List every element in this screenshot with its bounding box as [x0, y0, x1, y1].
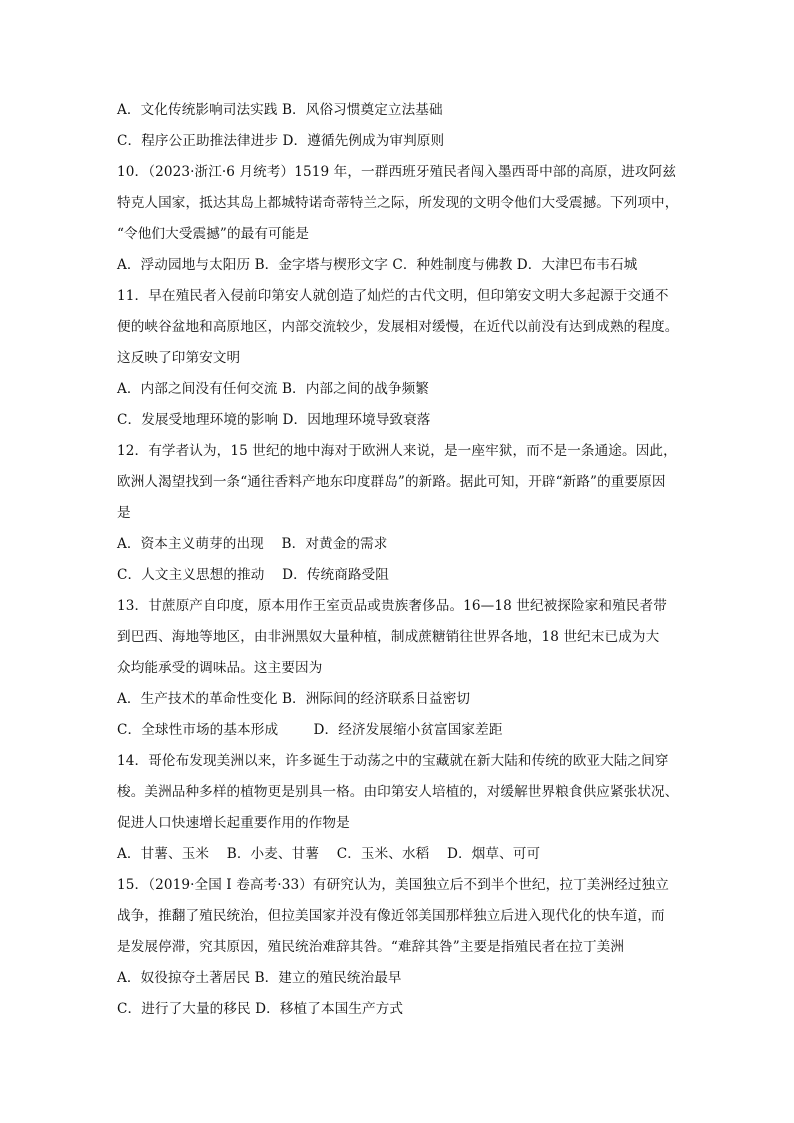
- q10-stem-line-2: 特克人国家，抵达其岛上都城特诺奇蒂特兰之际，所发现的文明令他们大受震撼。下列项中，: [117, 195, 679, 211]
- q10-stem-line-1: 10．（2023·浙江·6 月统考）1519 年，一群西班牙殖民者闯入墨西哥中部的高原，进攻阿兹: [117, 164, 677, 180]
- q14-stem-line-2: 梭。美洲品种多样的植物更是别具一格。由印第安人培植的，对缓解世界粮食供应紧张状况、: [117, 784, 679, 800]
- q15-options-line-2: C．进行了大量的移民 D．移植了本国生产方式: [117, 1001, 404, 1017]
- q13-stem-line-3: 众均能承受的调味品。这主要因为: [117, 660, 323, 676]
- q15-stem-line-1: 15．（2019·全国 I 卷高考·33）有研究认为，美国独立后不到半个世纪，拉丁美洲经过独立: [117, 877, 669, 893]
- q14-stem-line-3: 促进人口快速增长起重要作用的作物是: [117, 815, 350, 831]
- q11-options-line-2: C．发展受地理环境的影响 D．因地理环境导致衰落: [117, 412, 431, 428]
- q12-options-line-2: C．人文主义思想的推动 D．传统商路受阻: [117, 567, 389, 583]
- q11-stem-line-2: 便的峡谷盆地和高原地区，内部交流较少，发展相对缓慢，在近代以前没有达到成熟的程度。: [117, 319, 679, 335]
- q13-options-line-2: C．全球性市场的基本形成 D．经济发展缩小贫富国家差距: [117, 722, 503, 738]
- q15-stem-line-3: 是发展停滞，究其原因，殖民统治难辞其咎。“难辞其咎”主要是指殖民者在拉丁美洲: [117, 939, 625, 955]
- exam-page: [117, 100, 683, 1020]
- q12-stem-line-3: 是: [117, 505, 131, 521]
- q13-stem-line-2: 到巴西、海地等地区，由非洲黑奴大量种植，制成蔗糖销往世界各地，18 世纪末已成为大: [117, 629, 660, 645]
- q11-stem-line-3: 这反映了印第安文明: [117, 350, 241, 366]
- q14-options-line-1: A．甘薯、玉米 B．小麦、甘薯 C．玉米、水稻 D．烟草、可可: [117, 846, 541, 862]
- q15-options-line-1: A．奴役掠夺土著居民 B．建立的殖民统治最早: [117, 970, 402, 986]
- q15-stem-line-2: 战争，推翻了殖民统治，但拉美国家并没有像近邻美国那样独立后进入现代化的快车道，而: [117, 908, 665, 924]
- q9-options-line-2: C．程序公正助推法律进步 D．遵循先例成为审判原则: [117, 133, 445, 149]
- q10-stem-line-3: “令他们大受震撼”的最有可能是: [117, 226, 310, 242]
- q13-stem-line-1: 13．甘蔗原产自印度，原本用作王室贡品或贵族奢侈品。16—18 世纪被探险家和殖民者带: [117, 598, 667, 614]
- q12-stem-line-2: 欧洲人渴望找到一条“通往香料产地东印度群岛”的新路。据此可知，开辟“新路”的重要原因: [117, 474, 666, 490]
- q12-stem-line-1: 12．有学者认为，15 世纪的地中海对于欧洲人来说，是一座牢狱，而不是一条通途。因此，: [117, 443, 677, 459]
- q9-options-line-1: A．文化传统影响司法实践 B．风俗习惯奠定立法基础: [117, 102, 443, 118]
- q10-options-line-1: A．浮动园地与太阳历 B．金字塔与楔形文字 C．种姓制度与佛教 D．大津巴布韦石城: [117, 257, 638, 273]
- q11-options-line-1: A．内部之间没有任何交流 B．内部之间的战争频繁: [117, 381, 429, 397]
- q11-stem-line-1: 11．早在殖民者入侵前印第安人就创造了灿烂的古代文明，但印第安文明大多起源于交通不: [117, 288, 669, 304]
- q12-options-line-1: A．资本主义萌芽的出现 B．对黄金的需求: [117, 536, 388, 552]
- q14-stem-line-1: 14．哥伦布发现美洲以来，许多诞生于动荡之中的宝藏就在新大陆和传统的欧亚大陆之间穿: [117, 753, 669, 769]
- q13-options-line-1: A．生产技术的革命性变化 B．洲际间的经济联系日益密切: [117, 691, 471, 707]
